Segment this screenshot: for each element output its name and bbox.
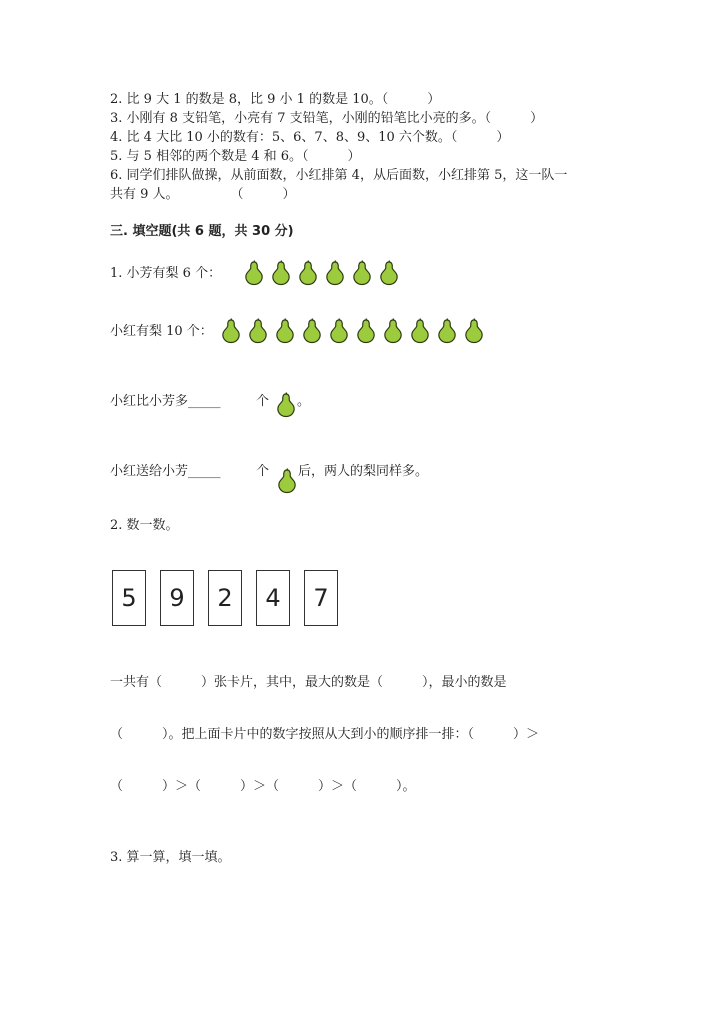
tf-question-4: 4. 比 4 大比 10 小的数有：5、6、7、8、9、10 六个数。（ ） (110, 130, 510, 145)
q1-xiaofang-label: 1. 小芳有梨 6 个： (110, 266, 222, 281)
section-heading: 三. 填空题(共 6 题，共 30 分) (110, 224, 294, 239)
q3-title: 3. 算一算，填一填。 (110, 850, 231, 865)
pear-icon (351, 260, 373, 286)
pear-icon (378, 260, 400, 286)
pear-icon (274, 318, 296, 344)
number-card: 9 (160, 570, 194, 626)
q1-more-unit: 个 (256, 394, 270, 409)
q2-line3: （ ）＞（ ）＞（ ）＞（ ）。 (110, 779, 416, 794)
pear-icon (409, 318, 431, 344)
pear-icon (324, 260, 346, 286)
q1-give-unit: 个 (256, 464, 270, 479)
pear-icon (275, 392, 297, 418)
q1-xiaohong-label: 小红有梨 10 个： (110, 324, 213, 339)
tf-question-6-line1: 6. 同学们排队做操，从前面数，小红排第 4，从后面数，小红排第 5，这一队一 (110, 168, 568, 183)
pear-icon (463, 318, 485, 344)
q2-line2: （ ）。把上面卡片中的数字按照从大到小的顺序排一排：（ ）＞ (110, 727, 540, 742)
tf-question-6-line2: 共有 9 人。 （ ） (110, 187, 296, 202)
number-card: 2 (208, 570, 242, 626)
number-card: 7 (304, 570, 338, 626)
q1-more-prefix: 小红比小芳多_____ (110, 394, 221, 409)
tf-question-5: 5. 与 5 相邻的两个数是 4 和 6。（ ） (110, 149, 361, 164)
pear-icon (276, 468, 298, 494)
pear-icon (220, 318, 242, 344)
q1-more-suffix: 。 (297, 394, 311, 409)
pear-icon (436, 318, 458, 344)
pear-icon (301, 318, 323, 344)
q1-give-suffix: 后，两人的梨同样多。 (298, 464, 429, 479)
pear-icon (382, 318, 404, 344)
number-card: 4 (256, 570, 290, 626)
q1-give-prefix: 小红送给小芳_____ (110, 464, 221, 479)
pear-icon (297, 260, 319, 286)
q2-line1: 一共有（ ）张卡片，其中，最大的数是（ ），最小的数是 (110, 675, 507, 690)
xiaohong-pear-row (220, 318, 490, 344)
number-cards (112, 570, 352, 626)
tf-question-2: 2. 比 9 大 1 的数是 8，比 9 小 1 的数是 10。（ ） (110, 92, 441, 107)
pear-icon (328, 318, 350, 344)
tf-question-3: 3. 小刚有 8 支铅笔，小亮有 7 支铅笔，小刚的铅笔比小亮的多。（ ） (110, 111, 544, 126)
pear-icon (355, 318, 377, 344)
q2-title: 2. 数一数。 (110, 518, 179, 533)
number-card: 5 (112, 570, 146, 626)
pear-icon (247, 318, 269, 344)
pear-icon (270, 260, 292, 286)
pear-icon (243, 260, 265, 286)
xiaofang-pear-row (243, 260, 405, 286)
